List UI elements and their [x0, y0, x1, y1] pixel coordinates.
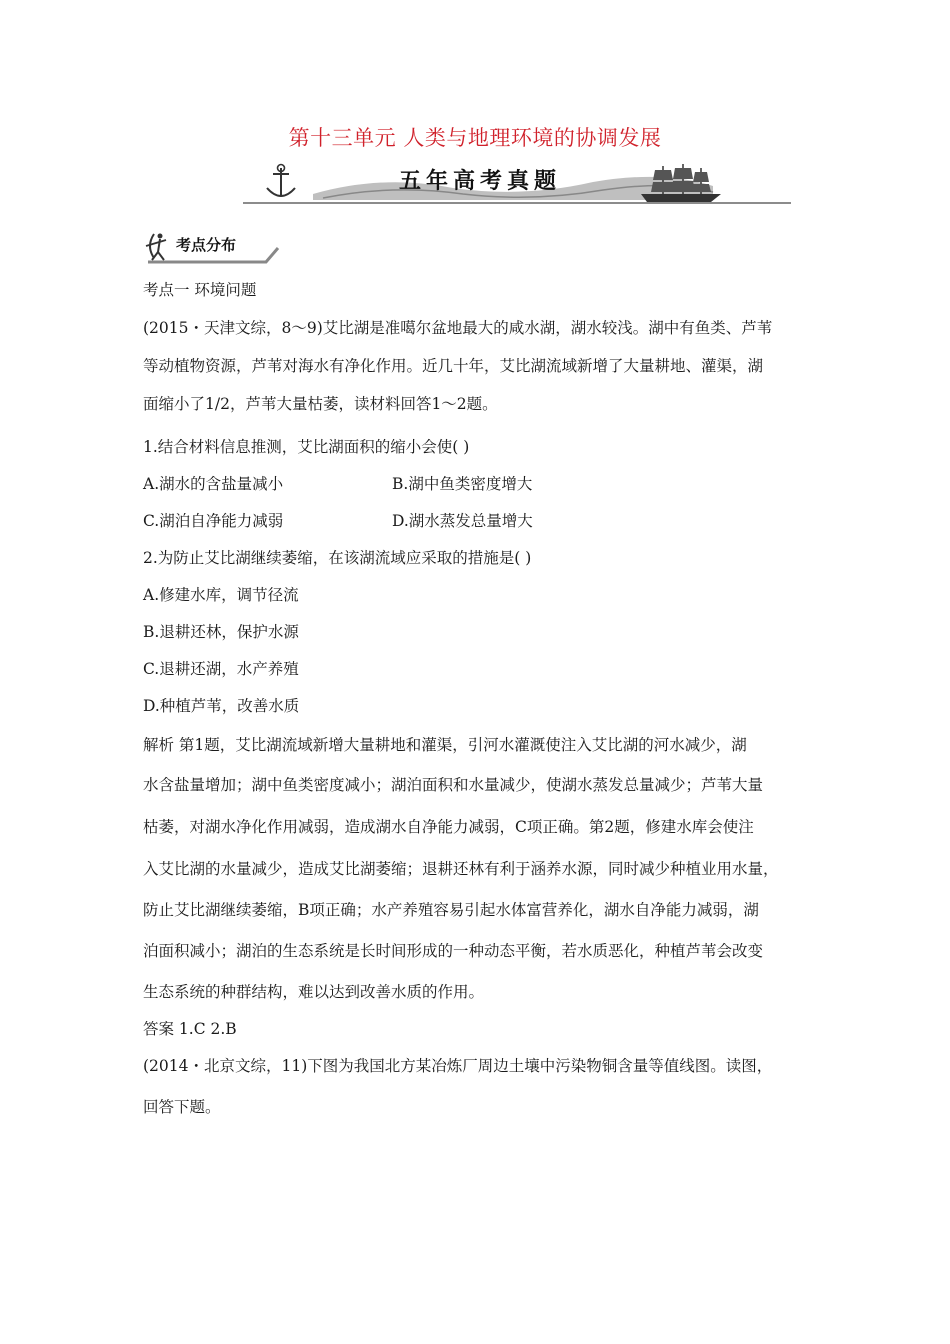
- question-1-option-b: B.湖中鱼类密度增大: [392, 475, 533, 493]
- analysis-line: 解析 第1题，艾比湖流域新增大量耕地和灌渠，引河水灌溉使注入艾比湖的河水减少，湖: [143, 736, 747, 754]
- question-2-option-a: A.修建水库，调节径流: [143, 586, 299, 604]
- section-heading: 考点分布: [176, 236, 237, 254]
- question-2-option-b: B.退耕还林，保护水源: [143, 623, 299, 641]
- archer-icon: [146, 234, 166, 261]
- unit-title: 第十三单元 人类与地理环境的协调发展: [288, 126, 662, 150]
- answer-line: 答案 1.C 2.B: [143, 1020, 237, 1038]
- sailing-ship-icon: [641, 164, 721, 202]
- analysis-line: 枯萎，对湖水净化作用减弱，造成湖水自净能力减弱，C项正确。第2题，修建水库会使注: [143, 818, 754, 836]
- question-1-option-c: C.湖泊自净能力减弱: [143, 512, 284, 530]
- analysis-line: 防止艾比湖继续萎缩，B项正确；水产养殖容易引起水体富营养化，湖水自净能力减弱，湖: [143, 901, 759, 919]
- question-2-option-c: C.退耕还湖，水产养殖: [143, 660, 299, 678]
- question-2-option-d: D.种植芦苇，改善水质: [143, 697, 300, 715]
- analysis-line: 生态系统的种群结构，难以达到改善水质的作用。: [143, 983, 485, 1001]
- question-1-option-d: D.湖水蒸发总量增大: [392, 512, 533, 530]
- analysis-line: 入艾比湖的水量减少，造成艾比湖萎缩；退耕还林有利于涵养水源，同时减少种植业用水量，: [143, 860, 779, 878]
- intro-line: 面缩小了1/2，芦苇大量枯萎，读材料回答1～2题。: [143, 395, 498, 413]
- intro-line: 等动植物资源，芦苇对海水有净化作用。近几十年，艾比湖流域新增了大量耕地、灌渠，湖: [143, 357, 764, 375]
- banner-heading: 五年高考真题: [398, 169, 561, 194]
- anchor-icon: [267, 165, 295, 197]
- analysis-line: 泊面积减小；湖泊的生态系统是长时间形成的一种动态平衡，若水质恶化，种植芦苇会改变: [143, 942, 764, 960]
- intro-line: (2015・天津文综，8～9)艾比湖是准噶尔盆地最大的咸水湖，湖水较浅。湖中有鱼类、芦苇: [143, 319, 773, 337]
- next-question-line: 回答下题。: [143, 1098, 221, 1116]
- question-1-option-a: A.湖水的含盐量减小: [143, 475, 284, 493]
- question-1-stem: 1.结合材料信息推测，艾比湖面积的缩小会使( ): [143, 438, 470, 456]
- topic-heading: 考点一 环境问题: [143, 281, 257, 299]
- next-question-line: (2014・北京文综，11)下图为我国北方某冶炼厂周边土壤中污染物铜含量等值线图。读图，: [143, 1057, 773, 1075]
- question-2-stem: 2.为防止艾比湖继续萎缩，在该湖流域应采取的措施是( ): [143, 549, 532, 567]
- analysis-line: 水含盐量增加；湖中鱼类密度减小；湖泊面积和水量减少，使湖水蒸发总量减少；芦苇大量: [143, 776, 764, 794]
